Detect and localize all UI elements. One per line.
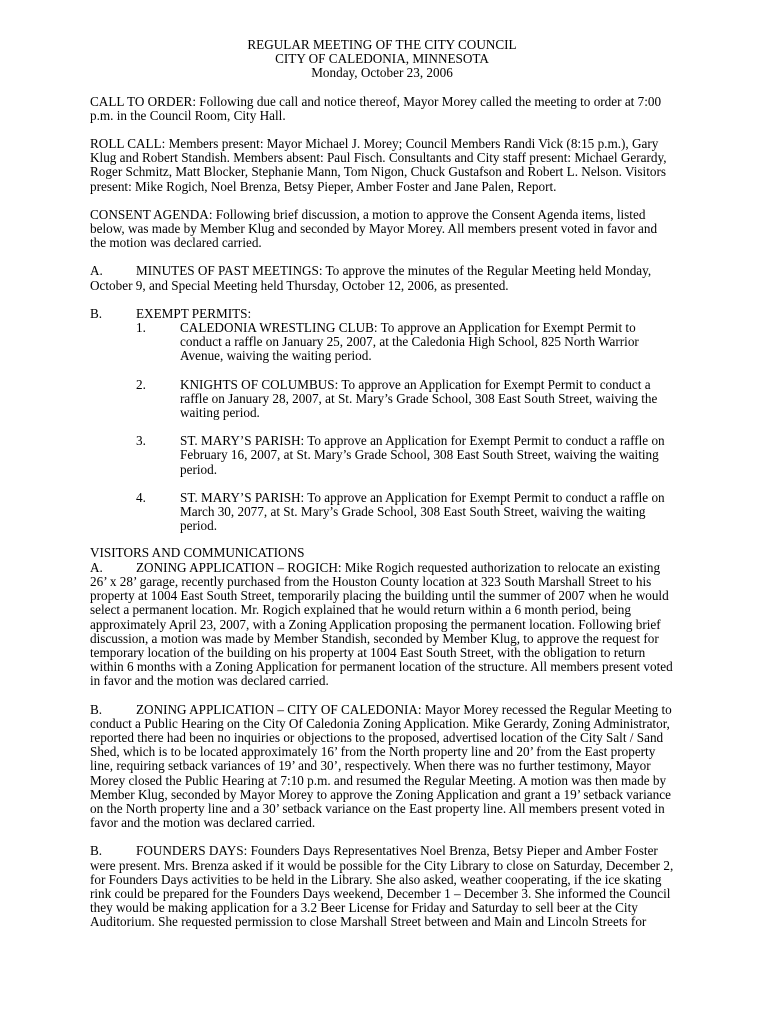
visitors-item bbox=[90, 844, 674, 929]
visitors-heading: VISITORS AND COMMUNICATIONS bbox=[90, 545, 305, 561]
permit-item-number: 1. bbox=[136, 320, 146, 336]
document-header bbox=[90, 38, 674, 81]
permit-item-text: CALEDONIA WRESTLING CLUB: To approve an Application for Exempt Permit to conduct a raffle on January 25, 2007, at the Caledonia High School, 825 North Warrior Avenue, waiving the waiting period. bbox=[180, 320, 639, 364]
permit-item bbox=[90, 321, 674, 364]
permit-item bbox=[90, 378, 674, 421]
permit-item bbox=[90, 491, 674, 534]
visitors-item-text: ZONING APPLICATION – CITY OF CALEDONIA: Mayor Morey recessed the Regular Meeting to conduct a Public Hearing on the City Of Caledonia Zoning Application. Mike Gerardy, Zoning Administrator, reported there had been no inquiries or objections to the proposed, advertised location of the City Salt / Sand Shed, which is to be located approximately 16’ from the North property line and 20’ from the East property line, requiring setback variances of 19’ and 30’, respectively. When there was no further testimony, Mayor Morey closed the Public Hearing at 7:10 p.m. and resumed the Regular Meeting. A motion was then made by Member Klug, seconded by Mayor Morey to approve the Zoning Application and grant a 19’ setback variance on the North property line and a 30’ setback variance on the East property line. All members present voted in favor and the motion was declared carried. bbox=[90, 701, 672, 831]
visitors-item-label: A. bbox=[90, 559, 103, 575]
permit-item-number: 4. bbox=[136, 489, 146, 505]
visitors-item bbox=[90, 561, 674, 689]
header-date: Monday, October 23, 2006 bbox=[311, 65, 453, 81]
permit-item-number: 2. bbox=[136, 376, 146, 392]
visitors-item-label: B. bbox=[90, 843, 103, 859]
permit-item-text: ST. MARY’S PARISH: To approve an Application for Exempt Permit to conduct a raffle on February 16, 2007, at St. Mary’s Grade School, 308 East South Street, waiving the waiting period. bbox=[180, 433, 665, 477]
permit-item-number: 3. bbox=[136, 433, 146, 449]
visitors-item-text: ZONING APPLICATION – ROGICH: Mike Rogich requested authorization to relocate an existing 26’ x 28’ garage, recently purchased from the Houston County location at 323 South Marshall Street to his property at 1004 East South Street, temporarily placing the building until the summer of 2007 when he would select a permanent location. Mr. Rogich explained that he would return within a 6 month period, being approximately April 23, 2007, with a Zoning Application proposing the permanent location. Following brief discussion, a motion was made by Member Standish, seconded by Member Klug, to approve the request for temporary location of the building on his property at 1004 East South Street, with the obligation to return within 6 months with a Zoning Application for permanent location of the structure. All members present voted in favor and the motion was declared carried. bbox=[90, 559, 673, 689]
section-b-title: EXEMPT PERMITS: bbox=[136, 305, 252, 321]
call-to-order-paragraph: CALL TO ORDER: Following due call and notice thereof, Mayor Morey called the meeting to order at 7:00 p.m. in the Council Room, City Hall. bbox=[90, 93, 662, 123]
section-a-label: A. bbox=[90, 263, 103, 279]
consent-agenda-paragraph: CONSENT AGENDA: Following brief discussion, a motion to approve the Consent Agenda items, listed below, was made by Member Klug and seconded by Mayor Morey. All members present voted in favor and the motion was declared carried. bbox=[90, 206, 658, 251]
header-city: CITY OF CALEDONIA, MINNESOTA bbox=[275, 51, 489, 67]
section-b-exempt-permits bbox=[90, 307, 674, 321]
visitors-item-text: FOUNDERS DAYS: Founders Days Representatives Noel Brenza, Betsy Pieper and Amber Foster were present. Mrs. Brenza asked if it would be possible for the City Library to close on Saturday, December 2, for Founders Days activities to be held in the Library. She also asked, weather cooperating, if the ice skating rink could be prepared for the Founders Days weekend, December 1 – December 3. She informed the Council they would be making application for a 3.2 Beer License for Friday and Saturday to sell beer at the City Auditorium. She requested permission to close Marshall Street between and Main and Lincoln Streets for bbox=[90, 843, 674, 930]
visitors-item-label: B. bbox=[90, 701, 103, 717]
section-b-label: B. bbox=[90, 305, 103, 321]
section-a-minutes bbox=[90, 264, 674, 292]
permit-item-text: ST. MARY’S PARISH: To approve an Application for Exempt Permit to conduct a raffle on March 30, 2077, at St. Mary’s Grade School, 308 East South Street, waiving the waiting period. bbox=[180, 489, 665, 534]
section-a-text: MINUTES OF PAST MEETINGS: To approve the minutes of the Regular Meeting held Monday, October 9, and Special Meeting held Thursday, October 12, 2006, as presented. bbox=[90, 263, 652, 293]
permit-item-text: KNIGHTS OF COLUMBUS: To approve an Application for Exempt Permit to conduct a raffle on January 28, 2007, at St. Mary’s Grade School, 308 East South Street, waiving the waiting period. bbox=[180, 376, 658, 421]
roll-call-paragraph: ROLL CALL: Members present: Mayor Michael J. Morey; Council Members Randi Vick (8:15 p.m.), Gary Klug and Robert Standish. Members absent: Paul Fisch. Consultants and City staff present: Michael Gerardy, Roger Schmitz, Matt Blocker, Stephanie Mann, Tom Nigon, Chuck Gustafson and Robert L. Nelson. Visitors present: Mike Rogich, Noel Brenza, Betsy Pieper, Amber Foster and Jane Palen, Report. bbox=[90, 136, 667, 194]
permit-item bbox=[90, 434, 674, 477]
visitors-item bbox=[90, 703, 674, 831]
header-title: REGULAR MEETING OF THE CITY COUNCIL bbox=[247, 37, 517, 52]
